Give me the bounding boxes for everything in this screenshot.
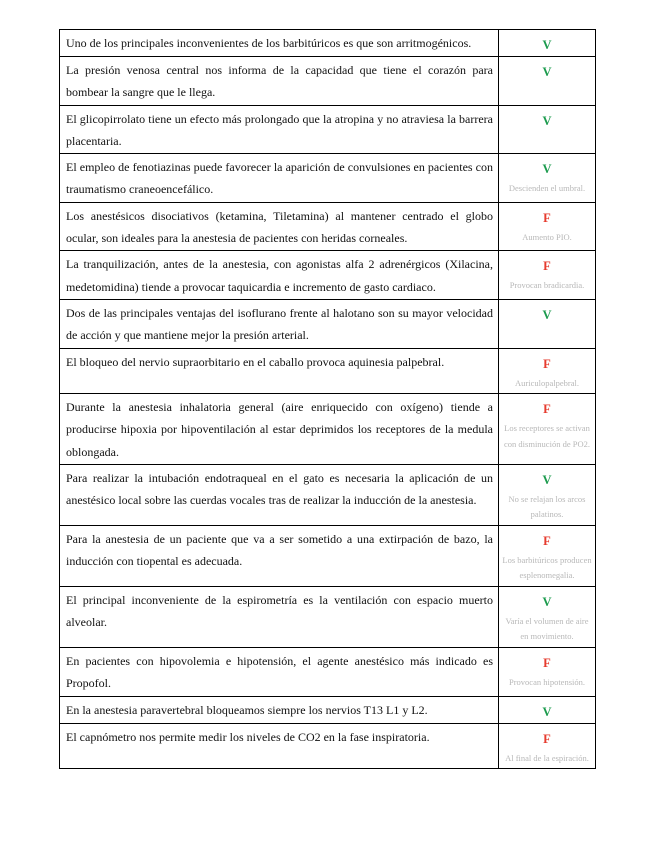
answer-note: Varía el volumen de aire en movimiento.: [505, 615, 589, 642]
statement-cell: En pacientes con hipovolemia e hipotensión, el agente anestésico más indicado es Propofol.: [60, 647, 499, 696]
answer-mark: V: [542, 162, 552, 177]
statement-cell: El glicopirrolato tiene un efecto más prolongado que la atropina y no atraviesa la barrera placentaria.: [60, 105, 499, 154]
answer-mark: F: [543, 259, 551, 274]
table-row: [60, 251, 596, 300]
table-row: [60, 202, 596, 251]
table-row: [60, 723, 596, 769]
statement-cell: El empleo de fenotiazinas puede favorecer la aparición de convulsiones en pacientes con traumatismo craneoencefálico.: [60, 154, 499, 203]
table-row: [60, 57, 596, 106]
answer-note: Aumento PIO.: [522, 231, 572, 242]
table-row: [60, 525, 596, 586]
answer-cell: [499, 105, 596, 154]
table-row: [60, 394, 596, 465]
statement-cell: En la anestesia paravertebral bloqueamos siempre los nervios T13 L1 y L2.: [60, 696, 499, 723]
table-row: [60, 647, 596, 696]
statement-cell: La tranquilización, antes de la anestesia, con agonistas alfa 2 adrenérgicos (Xilacina, medetomidina) tiende a provocar taquicardia e incremento de gasto cardiaco.: [60, 251, 499, 300]
answer-mark: V: [542, 113, 552, 128]
answer-cell: [499, 696, 596, 723]
quiz-table: [59, 29, 596, 769]
statement-cell: Dos de las principales ventajas del isoflurano frente al halotano son su mayor velocidad de acción y que mantiene mejor la presión arterial.: [60, 299, 499, 348]
answer-cell: [499, 299, 596, 348]
answer-note: Provocan bradicardia.: [509, 280, 585, 291]
answer-cell: [499, 723, 596, 769]
table-row: [60, 105, 596, 154]
answer-cell: [499, 348, 596, 394]
answer-cell: [499, 586, 596, 647]
answer-note: No se relajan los arcos palatinos.: [508, 493, 586, 520]
statement-cell: El bloqueo del nervio supraorbitario en el caballo provoca aquinesia palpebral.: [60, 348, 499, 394]
statement-cell: Uno de los principales inconvenientes de los barbitúricos es que son arritmogénicos.: [60, 30, 499, 57]
answer-note: Descienden el umbral.: [508, 183, 586, 194]
table-row: [60, 464, 596, 525]
statement-cell: Durante la anestesia inhalatoria general (aire enriquecido con oxígeno) tiende a producirse hipoxia por hipoventilación al estar deprimidos los receptores de la medula oblongada.: [60, 394, 499, 465]
answer-mark: F: [543, 402, 551, 417]
quiz-table-body: [60, 30, 596, 769]
answer-mark: V: [542, 594, 552, 609]
statement-cell: El capnómetro nos permite medir los niveles de CO2 en la fase inspiratoria.: [60, 723, 499, 769]
answer-cell: [499, 154, 596, 203]
answer-mark: F: [543, 356, 551, 371]
statement-cell: La presión venosa central nos informa de la capacidad que tiene el corazón para bombear la sangre que le llega.: [60, 57, 499, 106]
answer-cell: [499, 525, 596, 586]
answer-cell: [499, 30, 596, 57]
answer-mark: V: [542, 307, 552, 322]
answer-mark: V: [542, 704, 552, 719]
table-row: [60, 348, 596, 394]
answer-mark: F: [543, 655, 551, 670]
answer-mark: F: [543, 210, 551, 225]
answer-mark: F: [543, 533, 551, 548]
answer-cell: [499, 464, 596, 525]
answer-mark: V: [542, 472, 552, 487]
answer-mark: V: [542, 65, 552, 79]
table-row: [60, 586, 596, 647]
statement-cell: Los anestésicos disociativos (ketamina, Tiletamina) al mantener centrado el globo ocular, son ideales para la anestesia de pacientes con heridas corneales.: [60, 202, 499, 251]
answer-note: Auriculopalpebral.: [515, 377, 579, 388]
statement-cell: Para realizar la intubación endotraqueal en el gato es necesaria la aplicación de un anestésico local sobre las cuerdas vocales tras de realizar la inducción de la anestesia.: [60, 464, 499, 525]
table-row: [60, 299, 596, 348]
table-row: [60, 30, 596, 57]
answer-cell: [499, 647, 596, 696]
answer-note: Al final de la espiración.: [505, 752, 589, 763]
table-row: [60, 696, 596, 723]
answer-note: Los barbitúricos producen esplenomegalia.: [502, 554, 592, 581]
answer-mark: F: [543, 731, 551, 746]
statement-cell: El principal inconveniente de la espirometría es la ventilación con espacio muerto alveolar.: [60, 586, 499, 647]
answer-mark: V: [542, 38, 552, 52]
answer-note: Los receptores se activan con disminución de PO2.: [504, 423, 590, 449]
answer-cell: [499, 394, 596, 465]
answer-cell: [499, 251, 596, 300]
answer-cell: [499, 202, 596, 251]
answer-cell: [499, 57, 596, 106]
answer-note: Provocan hipotensión.: [508, 676, 586, 687]
statement-cell: Para la anestesia de un paciente que va a ser sometido a una extirpación de bazo, la inducción con tiopental es adecuada.: [60, 525, 499, 586]
table-row: [60, 154, 596, 203]
